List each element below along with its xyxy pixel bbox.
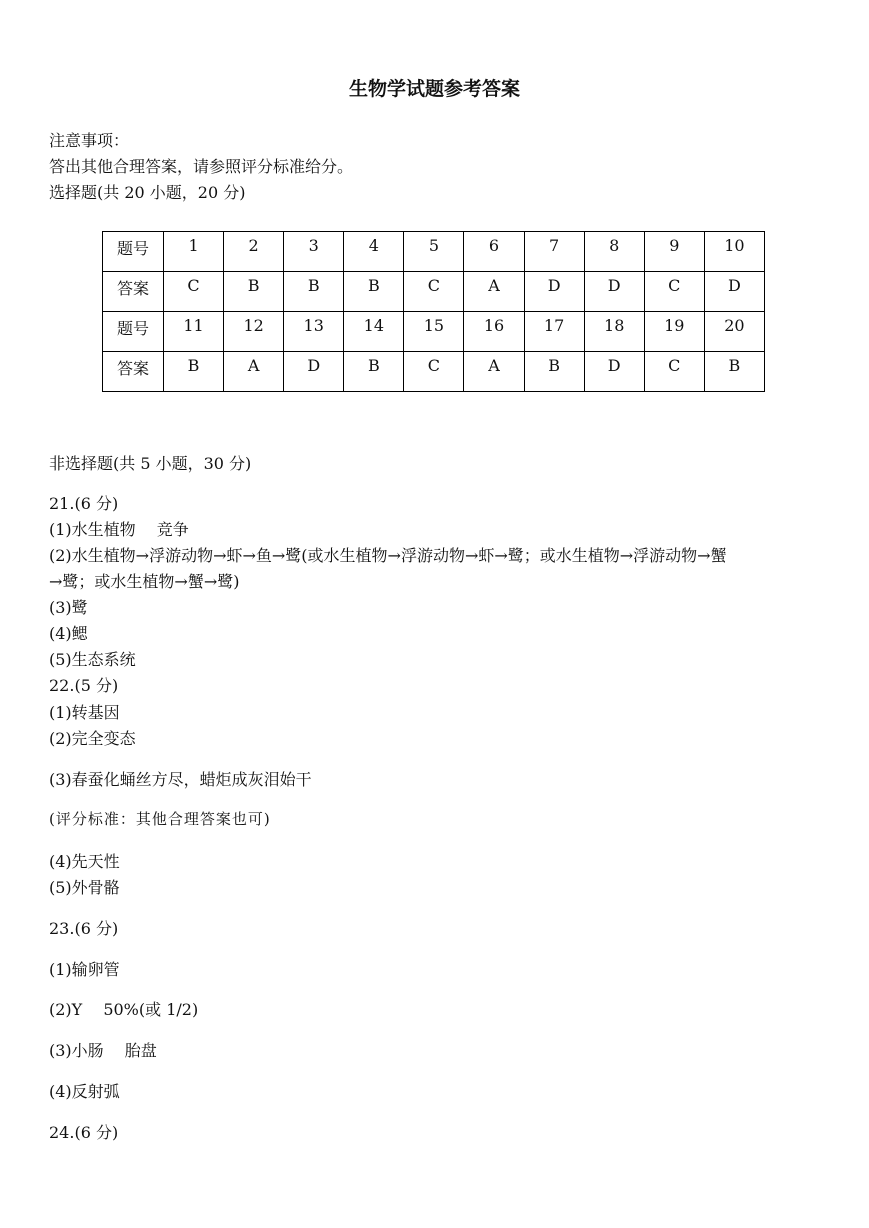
answer-line: (2)水生植物→浮游动物→虾→鱼→鹭(或水生植物→浮游动物→虾→鹭；或水生植物→浮游动物→蟹 — [49, 546, 727, 565]
answer-cell: A — [464, 352, 524, 392]
answer-line: (5)生态系统 — [49, 650, 136, 669]
question-heading-22: 22.(5 分) — [49, 676, 119, 695]
question-heading-24: 24.(6 分) — [49, 1123, 119, 1142]
question-number: 9 — [644, 232, 704, 272]
answer-cell: B — [344, 352, 404, 392]
question-number: 4 — [344, 232, 404, 272]
notice-heading: 注意事项： — [49, 131, 130, 150]
answer-line: (4)反射弧 — [49, 1082, 120, 1101]
question-number: 7 — [524, 232, 584, 272]
table-row — [103, 272, 765, 312]
question-number: 13 — [284, 312, 344, 352]
answer-cell: A — [464, 272, 524, 312]
answer-line: (1)输卵管 — [49, 960, 120, 979]
answer-cell: D — [524, 272, 584, 312]
question-number: 16 — [464, 312, 524, 352]
answer-cell: D — [704, 272, 764, 312]
question-number: 15 — [404, 312, 464, 352]
question-number: 3 — [284, 232, 344, 272]
answer-line: →鹭；或水生植物→蟹→鹭) — [49, 572, 240, 591]
row-label: 题号 — [103, 312, 164, 352]
question-heading-23: 23.(6 分) — [49, 919, 119, 938]
table-row — [103, 312, 765, 352]
answer-cell: B — [284, 272, 344, 312]
table-row — [103, 352, 765, 392]
question-heading-21: 21.(6 分) — [49, 494, 119, 513]
answer-line: (2)Y 50%(或 1/2) — [49, 1000, 199, 1019]
answer-line: (4)鳃 — [49, 624, 88, 643]
answer-cell: B — [524, 352, 584, 392]
answer-line: (5)外骨骼 — [49, 878, 120, 897]
answer-cell: C — [404, 272, 464, 312]
answer-cell: D — [284, 352, 344, 392]
question-number: 14 — [344, 312, 404, 352]
question-number: 17 — [524, 312, 584, 352]
question-number: 11 — [164, 312, 224, 352]
answer-line: (2)完全变态 — [49, 729, 136, 748]
scoring-note: (评分标准：其他合理答案也可) — [49, 810, 271, 828]
answer-cell: C — [644, 352, 704, 392]
question-number: 10 — [704, 232, 764, 272]
answer-cell: C — [404, 352, 464, 392]
row-label: 答案 — [103, 352, 164, 392]
question-number: 5 — [404, 232, 464, 272]
question-number: 2 — [224, 232, 284, 272]
question-number: 1 — [164, 232, 224, 272]
choice-section-heading: 选择题(共 20 小题，20 分) — [49, 183, 246, 202]
notice-text: 答出其他合理答案，请参照评分标准给分。 — [49, 157, 354, 176]
answer-cell: B — [704, 352, 764, 392]
answer-line: (3)春蚕化蛹丝方尽，蜡炬成灰泪始干 — [49, 770, 312, 789]
answer-cell: D — [584, 352, 644, 392]
answer-cell: D — [584, 272, 644, 312]
answer-cell: A — [224, 352, 284, 392]
table-row — [103, 232, 765, 272]
nonchoice-section-heading: 非选择题(共 5 小题，30 分) — [49, 454, 252, 473]
row-label: 答案 — [103, 272, 164, 312]
answer-line: (3)鹭 — [49, 598, 88, 617]
question-number: 19 — [644, 312, 704, 352]
answer-table — [102, 231, 765, 392]
page-title: 生物学试题参考答案 — [348, 78, 520, 100]
answer-line: (1)水生植物 竞争 — [49, 520, 189, 539]
question-number: 8 — [584, 232, 644, 272]
answer-cell: B — [224, 272, 284, 312]
question-number: 18 — [584, 312, 644, 352]
question-number: 6 — [464, 232, 524, 272]
answer-line: (1)转基因 — [49, 703, 120, 722]
answer-line: (4)先天性 — [49, 852, 120, 871]
answer-cell: C — [644, 272, 704, 312]
answer-cell: B — [344, 272, 404, 312]
question-number: 20 — [704, 312, 764, 352]
answer-cell: C — [164, 272, 224, 312]
row-label: 题号 — [103, 232, 164, 272]
question-number: 12 — [224, 312, 284, 352]
answer-line: (3)小肠 胎盘 — [49, 1041, 157, 1060]
answer-cell: B — [164, 352, 224, 392]
